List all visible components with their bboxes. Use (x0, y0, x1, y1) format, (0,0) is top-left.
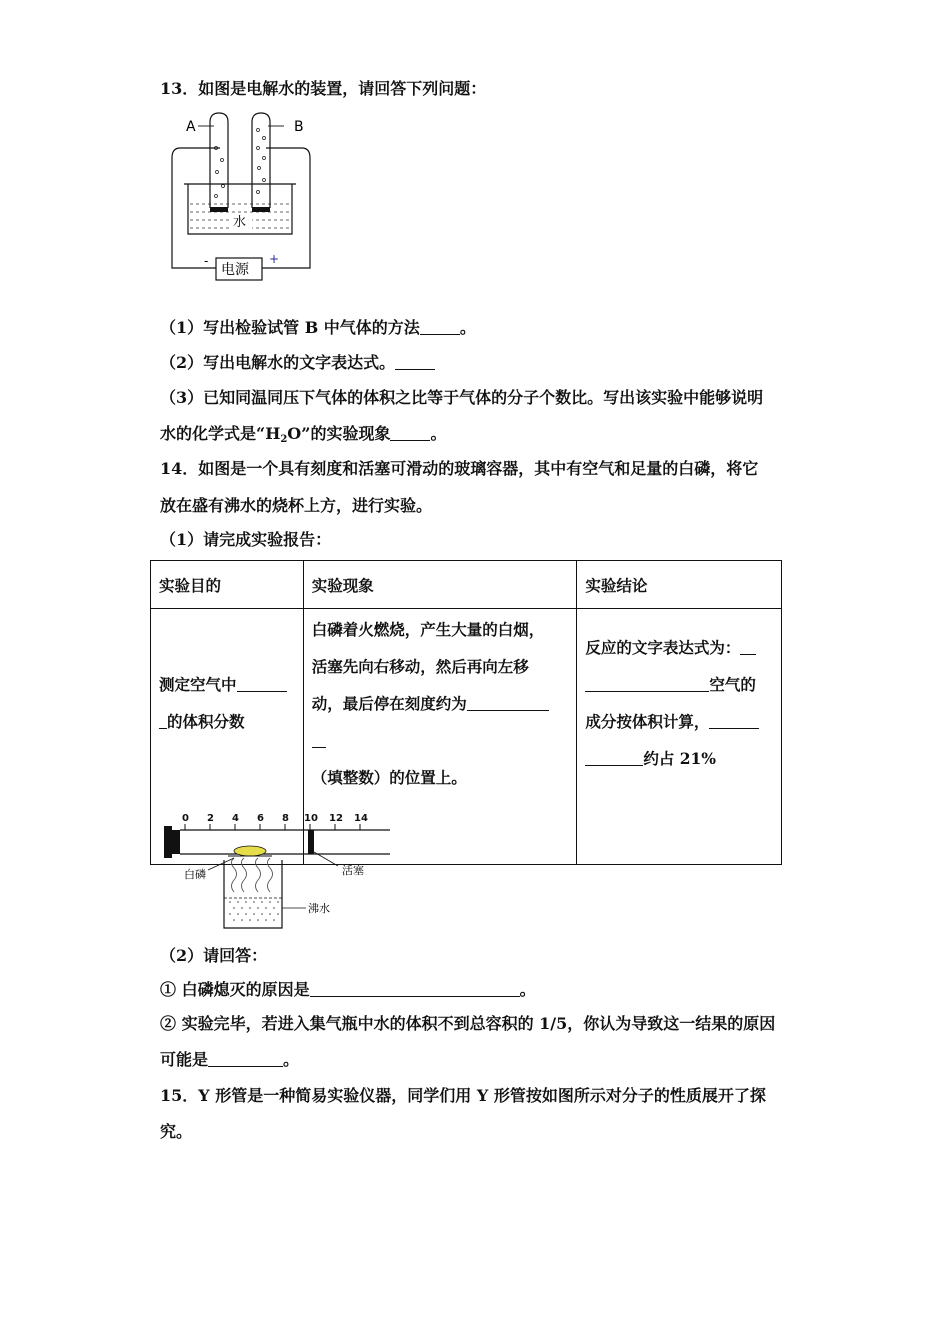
q13-part2: （2）写出电解水的文字表达式。 (160, 353, 435, 373)
label-b: B (294, 119, 304, 135)
phosphorus-apparatus-figure (158, 808, 398, 934)
table-header-row (151, 561, 782, 609)
label-plus: + (269, 252, 280, 266)
label-piston: 活塞 (342, 864, 364, 877)
header-phenomenon: 实验现象 (303, 561, 577, 609)
q14-title-line1: 14．如图是一个具有刻度和活塞可滑动的玻璃容器，其中有空气和足量的白磷，将它 (160, 459, 759, 478)
q14-part2: （2）请回答： (160, 946, 268, 965)
q14-answer2-line2: 可能是 。 (160, 1050, 300, 1069)
header-conclusion: 实验结论 (577, 561, 782, 609)
label-water: 水 (233, 215, 247, 230)
cell-conclusion: 反应的文字表达式为： 空气的 成分按体积计算， 约占 21% (577, 609, 782, 865)
q14-title-line2: 放在盛有沸水的烧杯上方，进行实验。 (160, 496, 433, 515)
tick-label: 6 (257, 813, 264, 824)
label-minus: - (204, 254, 209, 268)
q15-line2: 究。 (160, 1122, 193, 1141)
electrolysis-apparatus-figure (168, 108, 318, 284)
tick-label: 2 (207, 813, 214, 824)
tick-label: 14 (354, 813, 368, 824)
cell-purpose: 测定空气中 的体积分数 (151, 609, 304, 865)
label-boiling-water: 沸水 (308, 902, 330, 915)
tick-label: 8 (282, 813, 289, 824)
q13-part1: （1）写出检验试管 B 中气体的方法 。 (160, 318, 476, 337)
q15-line1: 15．Y 形管是一种简易实验仪器，同学们用 Y 形管按如图所示对分子的性质展开了探 (160, 1086, 766, 1105)
label-white-phosphorus: 白磷 (184, 868, 206, 881)
label-power: 电源 (221, 262, 249, 278)
tick-label: 10 (304, 813, 318, 824)
label-a: A (186, 119, 196, 135)
tick-label: 4 (232, 813, 239, 824)
tick-label: 12 (329, 813, 343, 824)
tick-label: 0 (182, 813, 189, 824)
q14-part1: （1）请完成实验报告： (160, 530, 332, 549)
header-purpose: 实验目的 (151, 561, 304, 609)
q13-title: 13．如图是电解水的装置，请回答下列问题： (160, 79, 487, 98)
cell-phenomenon: 白磷着火燃烧，产生大量的白烟， 活塞先向右移动，然后再向左移 动，最后停在刻度约为 （填整数）的位置上。 (303, 609, 577, 865)
q14-answer1: ① 白磷熄灭的原因是 。 (160, 980, 536, 999)
q13-part3-line1: （3）已知同温同压下气体的体积之比等于气体的分子个数比。写出该实验中能够说明 (160, 388, 764, 407)
q14-answer2-line1: ② 实验完毕，若进入集气瓶中水的体积不到总容积的 1/5，你认为导致这一结果的原因 (160, 1014, 776, 1033)
q13-part3-line2: 水的化学式是“$H_2O$”的实验现象 。 (160, 424, 447, 445)
